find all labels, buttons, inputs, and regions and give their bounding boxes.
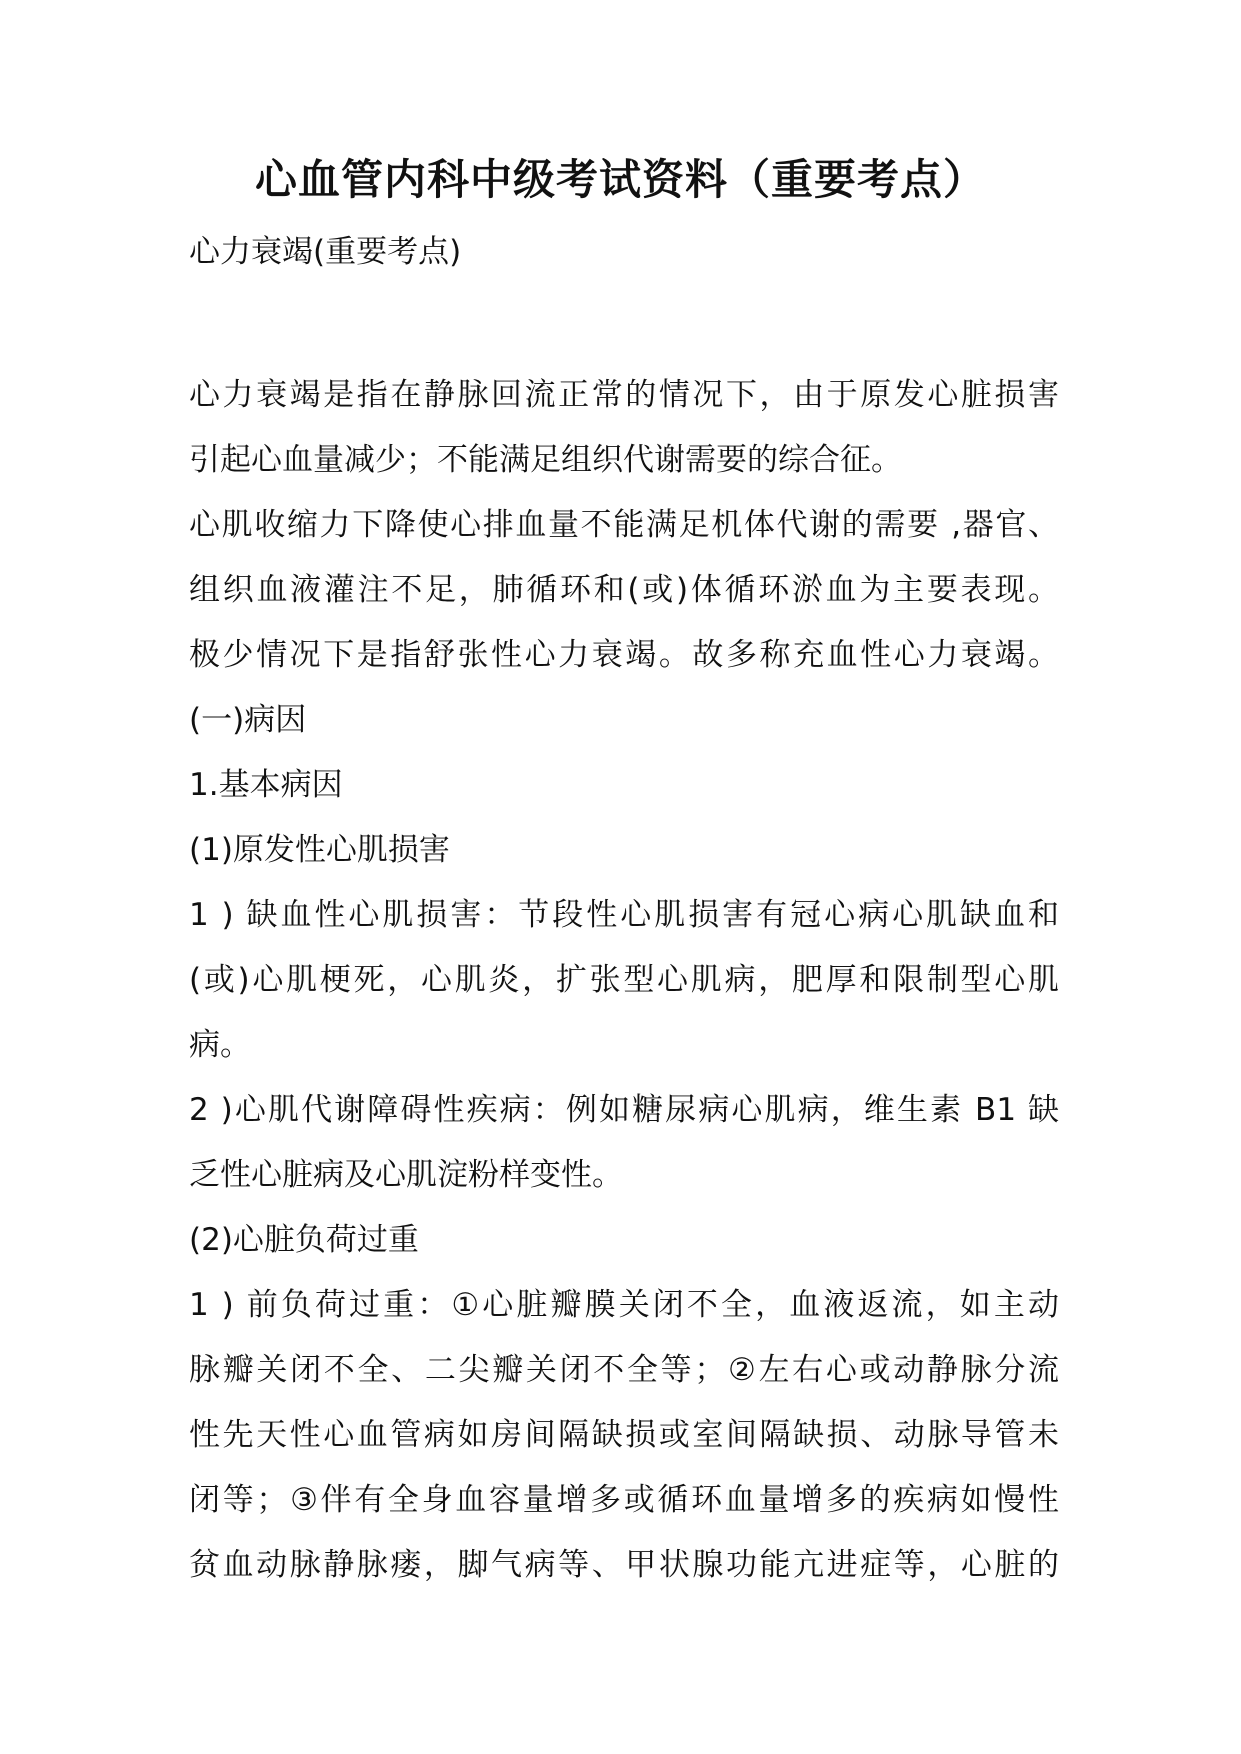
- body-line: 2 )心肌代谢障碍性疾病：例如糖尿病心肌病，维生素 B1 缺: [189, 1092, 1059, 1128]
- body-line: 脉瓣关闭不全、二尖瓣关闭不全等；②左右心或动静脉分流: [189, 1352, 1059, 1388]
- document-body: [189, 363, 1059, 1598]
- document-title: 心血管内科中级考试资料（重要考点）: [254, 155, 986, 204]
- section-heading: 心力衰竭(重要考点): [189, 234, 462, 270]
- body-line: 乏性心脏病及心肌淀粉样变性。: [189, 1157, 623, 1193]
- body-line: 极少情况下是指舒张性心力衰竭。故多称充血性心力衰竭。: [189, 637, 1059, 673]
- body-line: (或)心肌梗死，心肌炎，扩张型心肌病，肥厚和限制型心肌: [189, 962, 1059, 998]
- body-line: 贫血动脉静脉瘘，脚气病等、甲状腺功能亢进症等，心脏的: [189, 1547, 1059, 1583]
- body-line: 病。: [189, 1027, 251, 1063]
- body-line: 心力衰竭是指在静脉回流正常的情况下，由于原发心脏损害: [189, 377, 1059, 413]
- body-line: 1.基本病因: [189, 767, 343, 803]
- body-line: 引起心血量减少；不能满足组织代谢需要的综合征。: [189, 442, 902, 478]
- body-line: 组织血液灌注不足，肺循环和(或)体循环淤血为主要表现。: [189, 572, 1059, 608]
- body-line: 1 ) 前负荷过重：①心脏瓣膜关闭不全，血液返流，如主动: [189, 1287, 1059, 1323]
- body-line: 心肌收缩力下降使心排血量不能满足机体代谢的需要 ,器官、: [189, 507, 1059, 543]
- body-line: (一)病因: [189, 702, 307, 738]
- body-line: 1 ) 缺血性心肌损害：节段性心肌损害有冠心病心肌缺血和: [189, 897, 1059, 933]
- body-line: 闭等；③伴有全身血容量增多或循环血量增多的疾病如慢性: [189, 1482, 1059, 1518]
- body-line: (1)原发性心肌损害: [189, 832, 450, 868]
- body-line: 性先天性心血管病如房间隔缺损或室间隔缺损、动脉导管未: [189, 1417, 1059, 1453]
- body-line: (2)心脏负荷过重: [189, 1222, 419, 1258]
